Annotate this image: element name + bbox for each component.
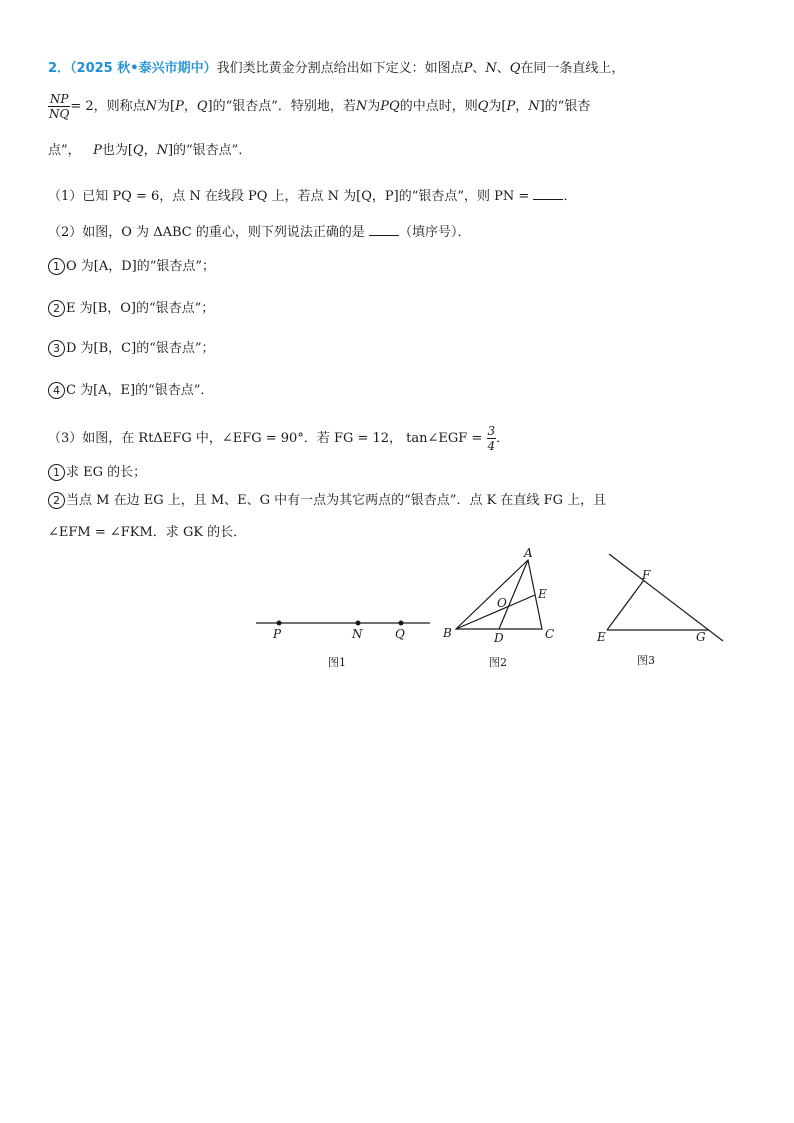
tan-numerator: 3: [487, 424, 496, 438]
fraction-numerator: NP: [49, 92, 69, 106]
tan-denominator: 4: [487, 439, 496, 453]
fig2-label-c: C: [545, 627, 555, 641]
option-3-marker: 3: [48, 340, 65, 357]
intro-text: 为[: [488, 99, 507, 114]
question-line-2: [48, 92, 590, 121]
fig3-label-g: G: [696, 630, 706, 644]
part-3-end: ．: [496, 431, 510, 446]
sub-2-text: 当点 M 在边 EG 上，且 M、E、G 中有一点为其它两点的“银杏点”．点 K 在直线 FG 上，且: [66, 493, 607, 508]
sub-question-2: [48, 492, 606, 510]
option-4-marker: 4: [48, 382, 65, 399]
tan-fraction: [487, 424, 497, 453]
separator: 、: [472, 61, 486, 76]
option-2: [48, 300, 214, 318]
figure-3: [607, 554, 723, 641]
point-p: [277, 621, 282, 626]
intro-text: ，: [143, 143, 157, 158]
part-1-end: ．: [563, 189, 577, 204]
answer-blank-2[interactable]: [369, 222, 399, 236]
point-p-label: P: [506, 99, 516, 114]
option-1-text: O 为[A，D]的“银杏点”；: [66, 259, 216, 274]
point-n-label: N: [156, 143, 168, 158]
separator: 、: [496, 61, 510, 76]
figures: [0, 540, 794, 680]
point-q-label: Q: [509, 61, 521, 76]
sub-1-text: 求 EG 的长；: [66, 465, 147, 480]
intro-text: 点”，: [48, 143, 81, 158]
fig2-caption: 图2: [489, 656, 507, 669]
fraction-denominator: NQ: [49, 107, 70, 121]
median-ad: [499, 560, 528, 629]
point-n-label: N: [485, 61, 497, 76]
point-p-label: P: [463, 61, 473, 76]
part-2: [48, 222, 471, 242]
segment-pq-label: PQ: [380, 99, 400, 114]
part-3-text: （3）如图，在 RtΔEFG 中，∠EFG = 90°．若 FG = 12， tan∠EGF =: [48, 431, 483, 446]
question-source: （2025 秋•泰兴市期中）: [70, 61, 217, 76]
sub-1-marker: 1: [48, 464, 65, 481]
median-be: [456, 595, 535, 629]
fig2-label-b: B: [443, 626, 452, 640]
fig3-label-f: F: [642, 568, 651, 582]
question-number: 2．: [48, 61, 71, 76]
point-n: [356, 621, 361, 626]
fig2-label-a: A: [524, 546, 533, 560]
fig1-caption: 图1: [328, 656, 346, 669]
intro-text-1: 我们类比黄金分割点给出如下定义：如图点: [216, 61, 464, 76]
intro-text: 的中点时，则: [399, 99, 478, 114]
sub-2-marker: 2: [48, 492, 65, 509]
question-line-3: [48, 142, 251, 160]
part-3: [48, 424, 509, 453]
intro-text: ，: [515, 99, 529, 114]
part-2-end: （填序号）．: [398, 225, 471, 240]
intro-text: ，: [183, 99, 197, 114]
option-2-marker: 2: [48, 300, 65, 317]
fig1-label-q: Q: [395, 627, 405, 641]
option-2-text: E 为[B，O]的“银杏点”；: [66, 301, 215, 316]
point-q-label: Q: [196, 99, 208, 114]
option-3: [48, 340, 215, 358]
fig2-label-d: D: [494, 631, 504, 645]
point-p-label: P: [175, 99, 184, 114]
point-n-label: N: [528, 99, 540, 114]
ratio-fraction: [48, 92, 70, 121]
answer-blank-1[interactable]: [533, 186, 563, 200]
point-q-label: Q: [477, 99, 489, 114]
intro-text-1b: 在同一条直线上，: [520, 61, 625, 76]
fig1-label-p: P: [273, 627, 282, 641]
intro-eq: = 2，则称点: [70, 99, 146, 114]
option-4: [48, 382, 213, 400]
part-1: [48, 186, 576, 206]
fig1-label-n: N: [352, 627, 363, 641]
point-n-label: N: [355, 99, 368, 114]
intro-text: ]的“银杏点”．: [167, 143, 252, 158]
option-4-text: C 为[A，E]的“银杏点”．: [66, 383, 214, 398]
fig2-label-e: E: [538, 587, 547, 601]
line-fg-extended: [609, 554, 723, 641]
option-1: [48, 258, 215, 276]
intro-text: ]的“银杏点”．特别地，若: [207, 99, 356, 114]
option-3-text: D 为[B，C]的“银杏点”；: [66, 341, 215, 356]
intro-text: 为: [367, 99, 381, 114]
option-1-marker: 1: [48, 258, 65, 275]
sub-2-cont-text: ∠EFM = ∠FKM．求 GK 的长．: [48, 525, 247, 540]
part-2-text: （2）如图，O 为 ΔABC 的重心，则下列说法正确的是: [48, 225, 365, 240]
question-line-1: [48, 60, 624, 78]
point-q: [399, 621, 404, 626]
figure-1: [256, 621, 430, 670]
intro-text: ]的“银杏: [539, 99, 591, 114]
intro-text: 为[: [157, 99, 176, 114]
intro-text: 也为[: [101, 143, 133, 158]
segment-ef: [607, 580, 644, 630]
sub-question-1: [48, 464, 146, 482]
fig3-caption: 图3: [637, 654, 655, 667]
fig3-label-e: E: [597, 630, 606, 644]
point-p-label: P: [93, 143, 102, 158]
triangle-abc: [456, 560, 542, 629]
figure-3-labels: [596, 568, 706, 667]
part-1-text: （1）已知 PQ = 6，点 N 在线段 PQ 上，若点 N 为[Q，P]的“银杏点”，则 PN =: [48, 189, 530, 204]
figure-2: [456, 560, 542, 629]
point-n-label: N: [145, 99, 158, 114]
fig2-label-o: O: [497, 596, 507, 610]
point-q-label: Q: [132, 143, 144, 158]
